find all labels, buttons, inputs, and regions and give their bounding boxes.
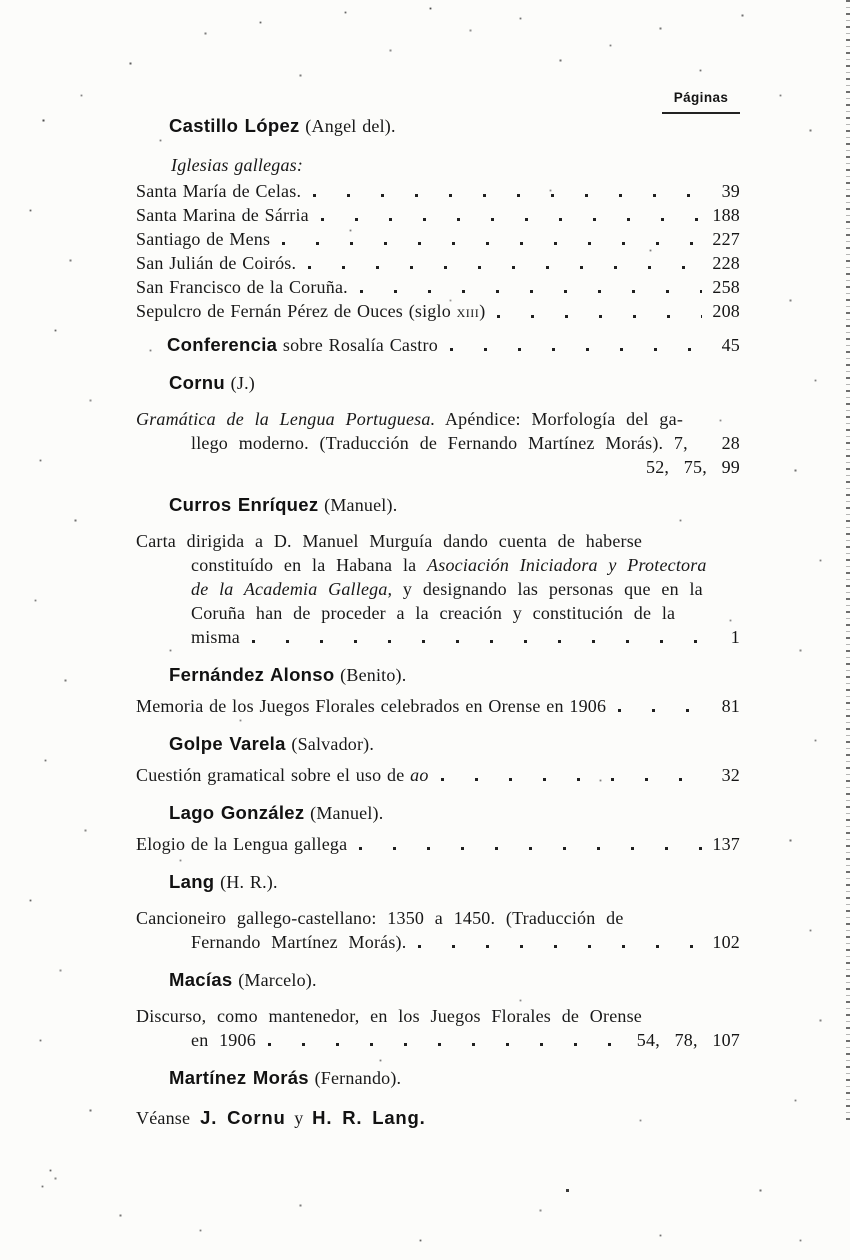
text-run: (Marcelo).: [232, 970, 317, 990]
text-run: Fernando Martínez Morás).: [191, 932, 407, 952]
text-run: Carta dirigida a D. Manuel Murguía dando cuenta de haberse: [136, 531, 643, 551]
index-entry-line: [136, 407, 740, 431]
text-run: Iglesias gallegas:: [171, 155, 304, 175]
page-number: 54, 78, 107: [636, 1030, 740, 1050]
index-heading: [169, 967, 740, 993]
page-number: 188: [712, 205, 740, 225]
text-run: J. Cornu: [190, 1107, 286, 1128]
text-run: (Benito).: [334, 665, 407, 685]
dot-leader: [450, 348, 712, 351]
text-run: sobre Rosalía Castro: [277, 335, 438, 355]
index-heading: [169, 662, 740, 688]
page-number: 1: [730, 627, 740, 647]
text-run: Memoria de los Juegos Florales celebrados en Orense en 1906: [136, 696, 607, 716]
dot-leader: [252, 640, 721, 643]
index-entry: [136, 251, 740, 275]
text-run: xiii: [456, 302, 480, 321]
text-run: en 1906: [191, 1030, 256, 1050]
index-entry-line: [191, 930, 740, 954]
text-run: Curros Enríquez: [169, 494, 319, 515]
text-run: Asociación Iniciadora y Protectora: [427, 555, 707, 575]
text-run: Discurso, como mantenedor, en los Juegos Florales de Orense: [136, 1006, 642, 1026]
text-run: Fernández Alonso: [169, 664, 335, 685]
index-heading: [169, 492, 740, 518]
text-run: ): [479, 301, 486, 321]
dot-leader: [360, 290, 703, 293]
index-entry: [136, 832, 740, 856]
text-run: Véanse: [136, 1108, 191, 1128]
text-run: (Angel del).: [299, 116, 396, 136]
index-entry: [136, 227, 740, 251]
index-entry-line: [136, 906, 740, 930]
text-run: Cornu: [169, 372, 225, 393]
index-entry: [136, 763, 740, 787]
page-number-column-header: Páginas: [662, 90, 740, 114]
text-run: Apéndice: Morfología del ga-: [435, 409, 684, 429]
index-heading: [169, 869, 740, 895]
index-entry-line: [191, 577, 740, 601]
text-run: Coruña han de proceder a la creación y constitución de la: [191, 603, 676, 623]
dot-leader: [308, 266, 702, 269]
index-entry: [136, 275, 740, 299]
text-run: Lago González: [169, 802, 305, 823]
text-run: ao: [410, 765, 429, 785]
dot-leader: [618, 709, 711, 712]
index-content: [136, 100, 740, 1130]
cross-reference: [136, 1106, 740, 1130]
index-entry: [136, 299, 740, 324]
text-run: San Francisco de la Coruña.: [136, 277, 348, 297]
text-run: Cancioneiro gallego-castellano: 1350 a 1450. (Traducción de: [136, 908, 624, 928]
text-run: misma: [191, 627, 240, 647]
text-run: H. R. Lang.: [312, 1107, 426, 1128]
text-run: (Manuel).: [318, 495, 398, 515]
index-entry: [167, 333, 740, 357]
text-run: Sepulcro de Fernán Pérez de Ouces (siglo: [136, 301, 457, 321]
index-entry-line: [191, 625, 740, 649]
text-run: y: [285, 1108, 313, 1128]
text-run: Gramática de la Lengua Portuguesa.: [136, 409, 436, 429]
text-run: Santa Marina de Sárria: [136, 205, 309, 225]
text-run: Castillo López: [169, 115, 300, 136]
page-number: 28: [721, 433, 740, 453]
text-run: Macías: [169, 969, 233, 990]
index-subheading: [171, 153, 740, 177]
page-number: 228: [712, 253, 740, 273]
text-run: (Manuel).: [304, 803, 384, 823]
text-run: constituído en la Habana la: [191, 555, 428, 575]
text-run: (Fernando).: [308, 1068, 402, 1088]
page-number: 208: [712, 301, 740, 321]
dot-leader: [282, 242, 702, 245]
index-heading: [169, 731, 740, 757]
text-run: Golpe Varela: [169, 733, 286, 754]
index-heading: [169, 800, 740, 826]
index-entry-line: [191, 431, 740, 455]
index-heading: [169, 370, 740, 396]
text-run: (J.): [224, 373, 255, 393]
index-entry-line: [136, 529, 740, 553]
text-run: (H. R.).: [214, 872, 278, 892]
page-numbers-line: [136, 455, 740, 479]
index-entry-line: [191, 553, 740, 577]
dot-leader: [268, 1043, 627, 1046]
text-run: de la Academia Gallega,: [191, 579, 393, 599]
index-heading: [169, 113, 740, 139]
page-number: 52, 75, 99: [646, 457, 740, 477]
page-number: 81: [721, 696, 740, 716]
text-run: Santa María de Celas.: [136, 181, 302, 201]
text-run: Martínez Morás: [169, 1067, 309, 1088]
text-run: San Julián de Coirós.: [136, 253, 297, 273]
text-run: (Salvador).: [285, 734, 375, 754]
dot-leader: [418, 945, 702, 948]
page-number: 39: [721, 181, 740, 201]
text-run: llego moderno. (Traducción de Fernando Martínez Morás). 7,: [191, 433, 688, 453]
scan-edge-artifact: [846, 0, 850, 1125]
text-run: Santiago de Mens: [136, 229, 271, 249]
index-entry: [136, 203, 740, 227]
page-number: 227: [712, 229, 740, 249]
index-entry-line: [191, 1028, 740, 1052]
text-run: Elogio de la Lengua gallega: [136, 834, 348, 854]
index-heading: [169, 1065, 740, 1091]
page-number: 32: [721, 765, 740, 785]
page-number: 45: [721, 335, 740, 355]
dot-leader: [313, 194, 711, 197]
text-run: y designando las personas que en la: [392, 579, 703, 599]
scan-noise: [0, 0, 1, 1]
dot-leader: [497, 315, 702, 318]
text-run: Conferencia: [167, 334, 278, 355]
index-entry-line: [136, 1004, 740, 1028]
text-run: Cuestión gramatical sobre el uso de: [136, 765, 411, 785]
index-entry-line: [191, 601, 740, 625]
page-number: 102: [712, 932, 740, 952]
index-entry: [136, 694, 740, 718]
dot-leader: [321, 218, 703, 221]
text-run: Lang: [169, 871, 215, 892]
dot-leader: [441, 778, 712, 781]
page-number: 258: [712, 277, 740, 297]
dot-leader: [359, 847, 702, 850]
index-entry: [136, 179, 740, 203]
page-number: 137: [712, 834, 740, 854]
